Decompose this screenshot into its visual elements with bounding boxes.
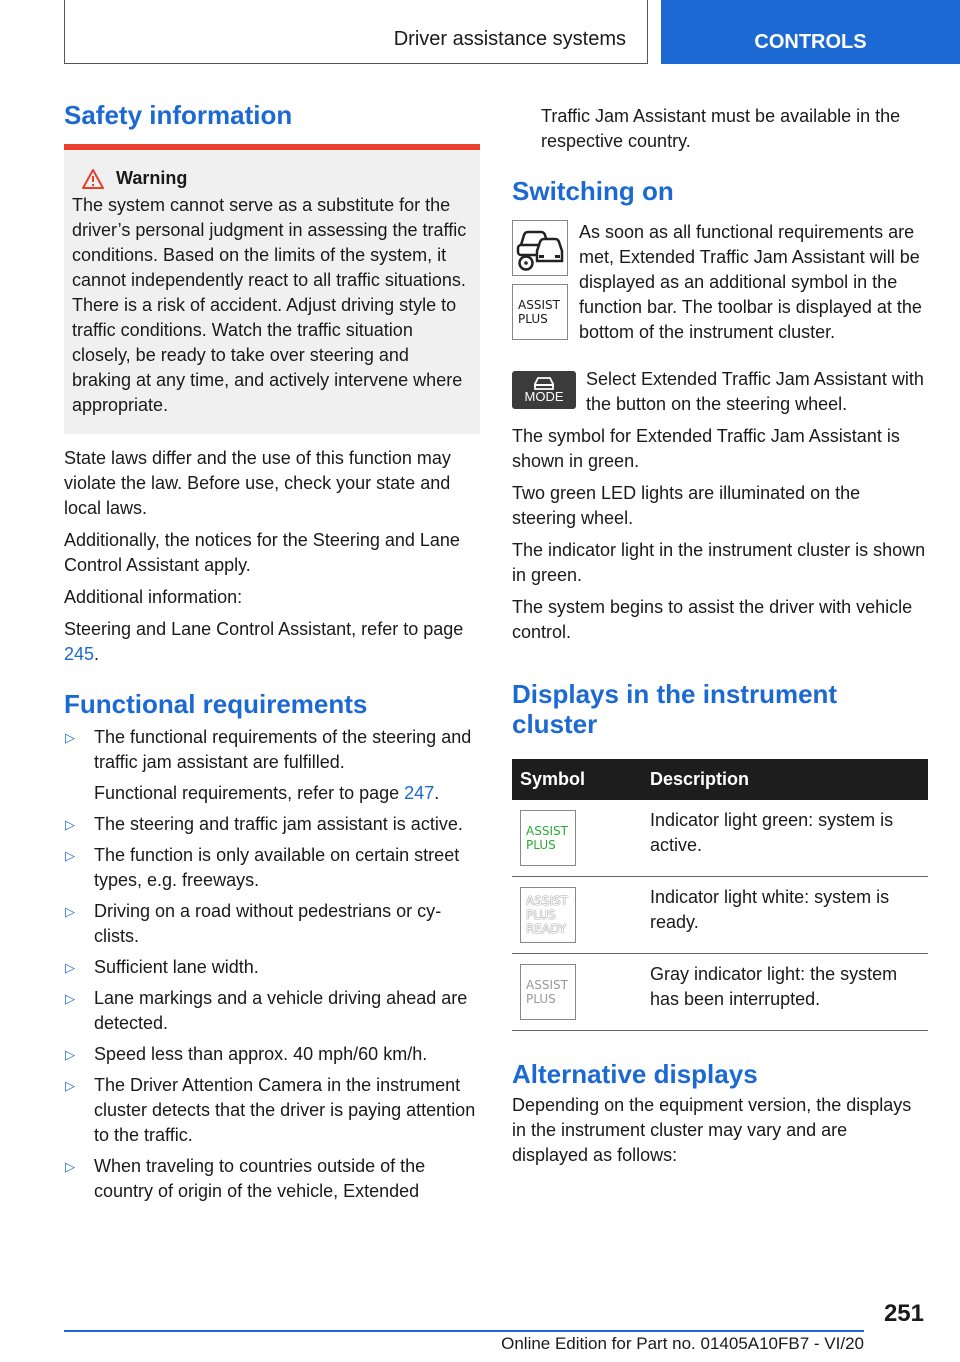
header-controls-tab[interactable]: CONTROLS <box>661 0 960 64</box>
paragraph-reference <box>64 617 480 667</box>
warning-text: The system cannot serve as a substitute for the driver’s personal judgment in assessing the traffic conditions. Based on the limits of the system, it cannot independently react to all traffic situations. There is a risk of accident. Adjust driving style to traffic conditions. Watch the traffic situation closely, be ready to take over steering and braking at any time, and actively intervene where appropriate. <box>72 195 467 415</box>
list-item <box>64 986 480 1036</box>
table-row <box>512 800 928 877</box>
alternative-displays-text: Depending on the equipment version, the displays in the instrument cluster may vary and are displayed as follows: <box>512 1095 912 1165</box>
list-item <box>64 1154 480 1204</box>
list-item <box>64 1042 480 1067</box>
subtext-label: Functional requirements, refer to page <box>94 783 405 803</box>
bullet-text: The function is only available on certain street types, e.g. freeways. <box>94 845 460 890</box>
safety-heading: Safety information <box>64 100 293 130</box>
footer-edition: Online Edition for Part no. 01405A10FB7 - VI/20 <box>64 1330 864 1354</box>
bullet-triangle-icon: ▷ <box>65 817 75 832</box>
paragraph-additional-notices: Additionally, the notices for the Steering and Lane Control Assistant apply. <box>64 530 460 575</box>
paragraph-symbol-green: The symbol for Extended Traffic Jam Assistant is shown in green. <box>512 426 900 471</box>
col-symbol-header: Symbol <box>512 759 642 800</box>
assist-plus-green-icon <box>520 810 576 866</box>
displays-heading: Displays in the instrument cluster <box>512 679 838 739</box>
bullet-text: Driving on a road without pedestrians or cyclists. <box>94 901 442 946</box>
list-item <box>64 1073 480 1148</box>
bullet-triangle-icon: ▷ <box>65 1078 75 1093</box>
bullet-text: When traveling to countries outside of the country of origin of the vehicle, Extended <box>94 1156 426 1201</box>
switch-icons <box>512 220 579 345</box>
warning-box <box>64 144 480 434</box>
bullet-triangle-icon: ▷ <box>65 1047 75 1062</box>
list-item <box>64 899 480 949</box>
symbol-table <box>512 759 928 1031</box>
table-row <box>512 877 928 954</box>
bullet-triangle-icon: ▷ <box>65 960 75 975</box>
page-number: 251 <box>883 1300 924 1327</box>
mode-button-icon <box>512 371 576 409</box>
select-block <box>512 367 928 417</box>
list-item <box>64 812 480 837</box>
continued-paragraph: Traffic Jam Assistant must be available in the respective country. <box>541 106 901 151</box>
bullet-text: Speed less than approx. 40 mph/60 km/h. <box>94 1044 428 1064</box>
symbol-cell <box>512 800 642 877</box>
list-item <box>64 725 480 806</box>
select-text: Select Extended Traffic Jam Assistant with the button on the steering wheel. <box>586 369 924 414</box>
assist-plus-ready-label: ASSIST PLUS READY <box>526 894 568 936</box>
warning-icon <box>82 169 104 189</box>
reference-text: Steering and Lane Control Assistant, refer to page <box>64 619 464 639</box>
assist-plus-gray-icon <box>520 964 576 1020</box>
table-row <box>512 954 928 1031</box>
bullet-subtext <box>94 781 480 806</box>
left-column <box>64 100 480 1210</box>
bullet-text: The functional requirements of the steering and traffic jam assistant are fulfilled. <box>94 727 472 772</box>
bullet-text: The steering and traffic jam assistant is active. <box>94 814 463 834</box>
header-section-title: Driver assistance systems <box>393 28 626 50</box>
paragraph-led-lights: Two green LED lights are illuminated on the steering wheel. <box>512 483 861 528</box>
page-link-247[interactable]: 247 <box>404 783 435 803</box>
assist-plus-gray-label: ASSIST PLUS <box>526 978 568 1006</box>
bullet-triangle-icon: ▷ <box>65 904 75 919</box>
bullet-text: Lane markings and a vehicle driving ahead are detected. <box>94 988 468 1033</box>
bullet-triangle-icon: ▷ <box>65 991 75 1006</box>
assist-plus-ready-white-icon <box>520 887 576 943</box>
subtext-end: . <box>434 783 440 803</box>
list-item <box>64 955 480 980</box>
page-link-245[interactable]: 245 <box>64 644 95 664</box>
switching-on-text: As soon as all functional requirements are met, Extended Traffic Jam Assistant will be displayed as an additional symbol in the function bar. The toolbar is displayed at the bottom of the instrument cluster. <box>579 222 922 342</box>
bullet-text: The Driver Attention Camera in the instrument cluster detects that the driver is paying attention to the traffic. <box>94 1075 476 1145</box>
mode-button-label: MODE <box>524 389 564 404</box>
col-description-header: Description <box>642 759 928 800</box>
paragraph-system-assists: The system begins to assist the driver with vehicle control. <box>512 597 913 642</box>
list-item <box>64 843 480 893</box>
right-column <box>512 100 928 1168</box>
switching-on-block <box>512 220 928 345</box>
switching-on-heading: Switching on <box>512 176 674 206</box>
description-cell: Indicator light green: system is active. <box>642 800 928 877</box>
bullet-triangle-icon: ▷ <box>65 848 75 863</box>
description-cell: Indicator light white: system is ready. <box>642 877 928 954</box>
table-header-row <box>512 759 928 800</box>
traffic-jam-assistant-icon <box>512 220 568 276</box>
assist-plus-green-label: ASSIST PLUS <box>526 824 568 852</box>
bullet-triangle-icon: ▷ <box>65 1159 75 1174</box>
paragraph-indicator-light: The indicator light in the instrument cluster is shown in green. <box>512 540 926 585</box>
mode-button-wrap <box>512 367 586 417</box>
functional-requirements-heading: Functional requirements <box>64 689 368 719</box>
warning-title <box>72 168 472 189</box>
bullet-text: Sufficient lane width. <box>94 957 259 977</box>
paragraph-additional-info: Additional information: <box>64 587 243 607</box>
warning-label: Warning <box>116 168 188 188</box>
description-cell: Gray indicator light: the system has been interrupted. <box>642 954 928 1031</box>
assist-plus-icon <box>512 284 568 340</box>
symbol-cell <box>512 954 642 1031</box>
assist-plus-icon-label: ASSIST PLUS <box>518 298 560 326</box>
alternative-displays-heading: Alternative displays <box>512 1059 758 1089</box>
paragraph-state-laws: State laws differ and the use of this function may violate the law. Before use, check your state and local laws. <box>64 448 451 518</box>
symbol-cell <box>512 877 642 954</box>
bullet-triangle-icon: ▷ <box>65 730 75 745</box>
reference-end: . <box>94 644 100 664</box>
